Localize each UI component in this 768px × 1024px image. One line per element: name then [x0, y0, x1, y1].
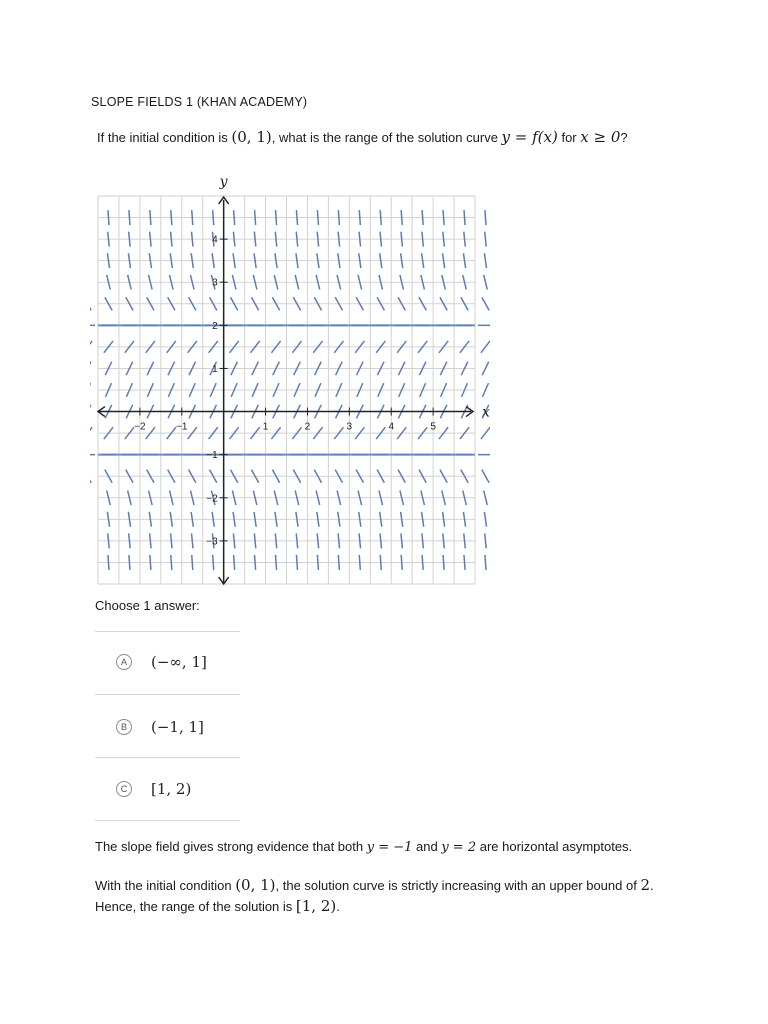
- slope-segment: [482, 470, 489, 483]
- grid: [98, 196, 475, 584]
- axes: [98, 174, 490, 584]
- question-part: for: [557, 130, 581, 145]
- slope-segment: [234, 555, 235, 570]
- y-tick-label: 2: [212, 320, 218, 332]
- slope-field-graph: [90, 170, 490, 590]
- x-tick-label: 3: [346, 421, 353, 433]
- question-text: [97, 128, 628, 146]
- slope-segment: [90, 383, 91, 397]
- y-tick-label: −2: [206, 493, 218, 505]
- slope-segment: [422, 232, 423, 247]
- slope-segment: [422, 253, 424, 268]
- slope-segment: [422, 555, 423, 570]
- slope-segment: [275, 555, 276, 570]
- slope-segment: [170, 253, 172, 268]
- slope-segment: [443, 253, 445, 268]
- slope-segment: [234, 210, 235, 225]
- y-tick-label: 4: [212, 234, 218, 246]
- x-tick-label: 1: [262, 421, 269, 433]
- slope-segment: [482, 362, 489, 375]
- x-tick-label: −2: [134, 421, 146, 433]
- explanation-range: [95, 875, 655, 917]
- slope-segment: [359, 555, 360, 570]
- slope-segment: [380, 533, 381, 548]
- choice-a[interactable]: [116, 650, 207, 674]
- slope-segment: [317, 232, 318, 247]
- y-tick-label: 1: [212, 363, 218, 375]
- choice-a-letter: A: [116, 654, 132, 670]
- slope-segment: [254, 512, 256, 527]
- slope-segment: [338, 210, 339, 225]
- slope-segment: [484, 512, 486, 527]
- slope-segment: [129, 210, 130, 225]
- slope-segment: [380, 555, 381, 570]
- y-tick-label: −1: [206, 450, 218, 462]
- slope-segment: [108, 533, 109, 548]
- slope-segment: [191, 512, 193, 527]
- slope-segment: [149, 253, 151, 268]
- slope-segment: [464, 210, 465, 225]
- slope-segment: [422, 512, 424, 527]
- divider: [95, 820, 240, 821]
- choice-b-letter: B: [116, 719, 132, 735]
- slope-segment: [90, 405, 91, 418]
- slope-segment: [255, 210, 256, 225]
- slope-segment: [422, 210, 423, 225]
- slope-segment: [129, 555, 130, 570]
- math-initial-condition: (0, 1): [235, 876, 276, 894]
- choice-c[interactable]: [116, 777, 191, 801]
- y-axis-label: y: [219, 174, 228, 190]
- slope-segment: [401, 253, 403, 268]
- slope-segment: [254, 253, 256, 268]
- slope-segment: [212, 512, 214, 527]
- slope-segment: [213, 210, 214, 225]
- slope-segment: [275, 533, 276, 548]
- slope-segment: [90, 470, 91, 483]
- slope-segment: [317, 533, 318, 548]
- slope-segment: [317, 512, 319, 527]
- slope-segment: [464, 533, 465, 548]
- slope-segment: [192, 533, 193, 548]
- slope-segment: [192, 210, 193, 225]
- slope-segment: [401, 533, 402, 548]
- slope-segment: [275, 210, 276, 225]
- slope-segment: [401, 512, 403, 527]
- slope-segment: [107, 512, 109, 527]
- slope-segment: [129, 533, 130, 548]
- slope-segment: [192, 232, 193, 247]
- divider: [95, 631, 240, 632]
- x-axis-label: x: [482, 404, 490, 421]
- explanation-part: The slope field gives strong evidence that both: [95, 839, 367, 854]
- slope-segment: [317, 210, 318, 225]
- slope-segment: [296, 210, 297, 225]
- slope-segment: [254, 232, 255, 247]
- math-domain: x ≥ 0: [580, 128, 621, 146]
- slope-segment: [275, 232, 276, 247]
- slope-segment: [108, 555, 109, 570]
- slope-segment: [317, 555, 318, 570]
- slope-segment: [485, 210, 486, 225]
- slope-segment: [296, 555, 297, 570]
- slope-segment: [443, 533, 444, 548]
- slope-segment: [380, 210, 381, 225]
- slope-segment: [150, 210, 151, 225]
- slope-segment: [90, 427, 92, 439]
- slope-segment: [233, 533, 234, 548]
- y-tick-label: 3: [212, 277, 218, 289]
- math-asymptote-2: y = 2: [441, 840, 477, 855]
- slope-segment: [485, 555, 486, 570]
- slope-segment: [213, 555, 214, 570]
- slope-segment: [296, 253, 298, 268]
- slope-segment: [485, 232, 486, 247]
- x-tick-label: 4: [388, 421, 395, 433]
- slope-segment: [401, 555, 402, 570]
- explanation-part: With the initial condition: [95, 878, 236, 893]
- slope-segment: [443, 210, 444, 225]
- slope-segment: [275, 512, 277, 527]
- slope-segment: [484, 275, 488, 290]
- slope-segment: [380, 512, 382, 527]
- slope-segment: [443, 232, 444, 247]
- slope-segment: [108, 210, 109, 225]
- question-part: , what is the range of the solution curve: [271, 130, 502, 145]
- slope-segment: [171, 533, 172, 548]
- slope-segment: [90, 362, 91, 375]
- slope-segment: [128, 253, 130, 268]
- x-tick-label: 5: [430, 421, 436, 433]
- slope-segment: [107, 253, 109, 268]
- slope-segment: [443, 555, 444, 570]
- slope-segment: [150, 232, 151, 247]
- slope-segment: [296, 533, 297, 548]
- slope-segment: [481, 341, 490, 353]
- slope-segment: [380, 253, 382, 268]
- math-solution-curve: y = f(x): [501, 128, 558, 146]
- slope-segment: [150, 533, 151, 548]
- slope-segment: [338, 533, 339, 548]
- choice-b[interactable]: [116, 715, 204, 739]
- slope-segment: [464, 232, 465, 247]
- slope-segment: [464, 555, 465, 570]
- slope-segment: [338, 555, 339, 570]
- slope-segment: [90, 341, 92, 353]
- slope-segment: [296, 512, 298, 527]
- slope-segment: [482, 383, 488, 397]
- x-tick-label: −1: [176, 421, 188, 433]
- math-initial-condition: (0, 1): [231, 128, 272, 146]
- slope-segment: [359, 210, 360, 225]
- slope-segment: [275, 253, 277, 268]
- math-upper-bound: 2: [640, 876, 650, 894]
- slope-segment: [254, 533, 255, 548]
- slope-segment: [380, 232, 381, 247]
- slope-segment: [463, 512, 465, 527]
- slope-segment: [90, 297, 91, 310]
- explanation-part: , the solution curve is strictly increasing with an upper bound of: [275, 878, 641, 893]
- slope-segment: [171, 210, 172, 225]
- slope-segment: [401, 232, 402, 247]
- slope-segment: [359, 232, 360, 247]
- slope-segment: [484, 253, 486, 268]
- choose-label: Choose 1 answer:: [95, 598, 200, 613]
- slope-segment: [171, 232, 172, 247]
- slope-segment: [338, 232, 339, 247]
- math-asymptote-1: y = −1: [366, 840, 413, 855]
- x-tick-label: 2: [304, 421, 311, 433]
- slope-segment: [150, 555, 151, 570]
- slope-segment: [233, 232, 234, 247]
- slope-segment: [359, 533, 360, 548]
- slope-segment: [359, 253, 361, 268]
- slope-segment: [296, 232, 297, 247]
- math-range: [1, 2): [295, 897, 337, 915]
- slope-segment: [338, 253, 340, 268]
- question-part: ?: [620, 130, 628, 145]
- slope-segment: [149, 512, 151, 527]
- slope-segment: [170, 512, 172, 527]
- question-part: If the initial condition is: [97, 130, 232, 145]
- choice-b-text: (−1, 1]: [151, 718, 204, 736]
- slope-segment: [401, 210, 402, 225]
- slope-segment: [482, 297, 489, 310]
- explanation-part: are horizontal asymptotes.: [476, 839, 633, 854]
- slope-segment: [129, 232, 130, 247]
- slope-segment: [422, 533, 423, 548]
- slope-segment: [359, 512, 361, 527]
- slope-segment: [463, 253, 465, 268]
- divider: [95, 757, 240, 758]
- slope-segment: [443, 512, 445, 527]
- explanation-part: . Hence, the range of the solution is: [95, 878, 654, 914]
- slope-segment: [108, 232, 109, 247]
- explanation-asymptotes: [95, 839, 632, 855]
- slope-segment: [255, 555, 256, 570]
- slope-segment: [192, 555, 193, 570]
- slope-segment: [171, 555, 172, 570]
- slope-segment: [233, 512, 235, 527]
- slope-segment: [233, 253, 235, 268]
- slope-segment: [317, 253, 319, 268]
- divider: [95, 694, 240, 695]
- explanation-part: and: [412, 839, 442, 854]
- slope-segment: [481, 427, 490, 439]
- document-title: SLOPE FIELDS 1 (KHAN ACADEMY): [91, 95, 308, 109]
- choice-a-text: (−∞, 1]: [151, 653, 207, 671]
- y-tick-label: −3: [206, 536, 218, 548]
- slope-segment: [191, 253, 193, 268]
- slope-segment: [212, 253, 214, 268]
- slope-segment: [485, 533, 486, 548]
- slope-segment: [128, 512, 130, 527]
- choice-c-text: [1, 2): [151, 780, 192, 798]
- choice-c-letter: C: [116, 781, 132, 797]
- slope-segment: [484, 490, 488, 505]
- slope-segment: [338, 512, 340, 527]
- explanation-part: .: [336, 899, 340, 914]
